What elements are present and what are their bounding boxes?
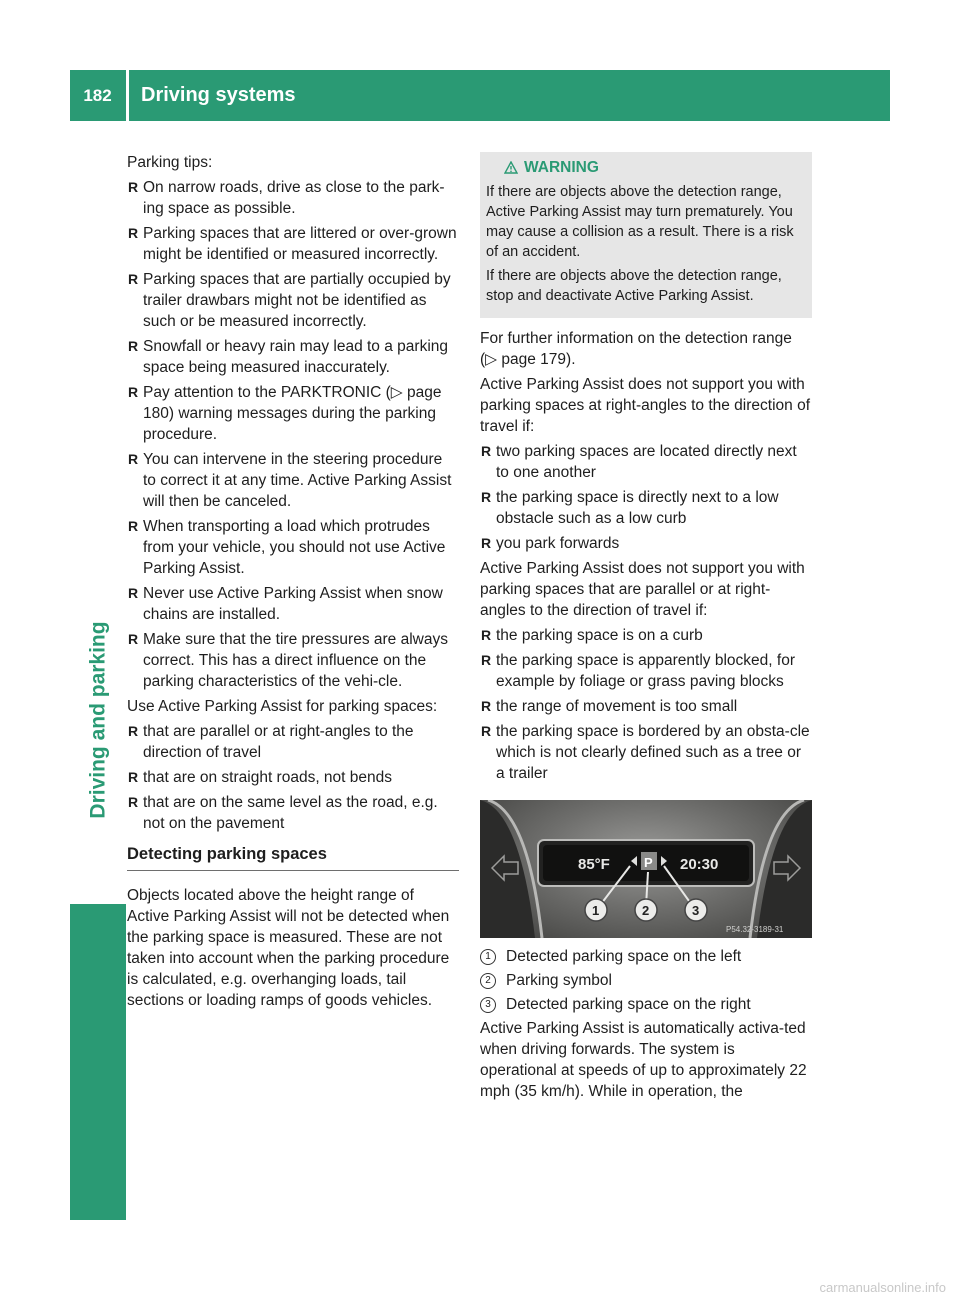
- list-item-text: Parking spaces that are partially occupied by trailer drawbars might not be identified as such or be measured incorrectly.: [143, 271, 451, 330]
- list-item: [480, 533, 812, 554]
- list-item-text: Pay attention to the PARKTRONIC (▷ page 180) warning messages during the parking procedure.: [143, 384, 442, 443]
- callout-3: 3: [692, 903, 700, 918]
- image-code: P54.32-3189-31: [726, 925, 784, 934]
- header-divider: [126, 70, 129, 121]
- legend-number-1: 1: [480, 949, 496, 965]
- list-item: [127, 629, 459, 692]
- warning-paragraph-1: If there are objects above the detection range, Active Parking Assist may turn prematurely. You may cause a collision as a result. There is a risk of an accident.: [486, 184, 794, 260]
- site-watermark: carmanualsonline.info: [819, 1280, 946, 1295]
- list-item-text: Snowfall or heavy rain may lead to a parking space being measured inaccurately.: [143, 338, 448, 376]
- list-item-text: the parking space is on a curb: [496, 627, 703, 644]
- list-item-text: two parking spaces are located directly next to one another: [496, 443, 797, 481]
- legend-number-3: 3: [480, 997, 496, 1013]
- right-column: [480, 152, 812, 1106]
- bullet-icon: R: [128, 338, 139, 354]
- not-support-2-list: [480, 625, 812, 784]
- legend-text: Parking symbol: [506, 972, 612, 989]
- page-title: Driving systems: [141, 84, 296, 106]
- list-item-text: that are on the same level as the road, e.g. not on the pavement: [143, 794, 438, 832]
- bullet-icon: R: [481, 652, 492, 668]
- page-number: 182: [83, 86, 112, 105]
- list-item: [127, 792, 459, 834]
- use-intro: Use Active Parking Assist for parking spaces:: [127, 698, 438, 715]
- display-temperature: 85°F: [578, 856, 610, 873]
- list-item-text: that are parallel or at right-angles to the direction of travel: [143, 723, 414, 761]
- bullet-icon: R: [481, 627, 492, 643]
- parking-tips-list: [127, 177, 459, 692]
- list-item-text: you park forwards: [496, 535, 620, 552]
- legend-text: Detected parking space on the left: [506, 948, 742, 965]
- list-item: [480, 650, 812, 692]
- bullet-icon: R: [481, 535, 492, 551]
- list-item-text: the range of movement is too small: [496, 698, 738, 715]
- bullet-icon: R: [128, 451, 139, 467]
- list-item-text: the parking space is bordered by an obsta-cle which is not clearly defined such as a tree or a trailer: [496, 723, 810, 782]
- bullet-icon: R: [128, 585, 139, 601]
- list-item: [480, 441, 812, 483]
- legend-item: [480, 946, 812, 967]
- bullet-icon: R: [128, 384, 139, 400]
- use-list: [127, 721, 459, 834]
- not-support-1-intro: Active Parking Assist does not support you with parking spaces at right-angles to the direction of travel if:: [480, 376, 810, 435]
- bullet-icon: R: [128, 769, 139, 785]
- display-time: 20:30: [680, 856, 719, 873]
- list-item: [127, 767, 459, 788]
- list-item: [480, 625, 812, 646]
- warning-triangle-icon: [504, 161, 518, 174]
- legend: [480, 946, 812, 1015]
- side-tab-marker: [70, 904, 126, 1220]
- legend-item: [480, 994, 812, 1015]
- side-section-label: [80, 520, 116, 920]
- legend-number-2: 2: [480, 973, 496, 989]
- callout-2: 2: [642, 903, 650, 918]
- warning-box: [480, 152, 812, 318]
- section-paragraph: Objects located above the height range of Active Parking Assist will not be detected when the parking space is measured. These are not taken into account when the parking procedure is calculated, e.g. overhanging loads, tail sections or loading ramps of goods vehicles.: [127, 887, 450, 1009]
- bullet-icon: R: [128, 179, 139, 195]
- list-item: [127, 177, 459, 219]
- left-column: [127, 152, 459, 1015]
- list-item: [127, 516, 459, 579]
- bullet-icon: R: [128, 518, 139, 534]
- list-item: [480, 721, 812, 784]
- warning-paragraph-2: If there are objects above the detection range, stop and deactivate Active Parking Assist.: [486, 268, 782, 304]
- instrument-cluster-drawing: [480, 800, 812, 938]
- list-item-text: the parking space is apparently blocked, for example by foliage or grass paving blocks: [496, 652, 795, 690]
- warning-title: [486, 157, 806, 178]
- bullet-icon: R: [481, 443, 492, 459]
- list-item-text: Make sure that the tire pressures are always correct. This has a direct influence on the parking characteristics of the vehi-cle.: [143, 631, 448, 690]
- callout-1: 1: [592, 903, 600, 918]
- list-item-text: Never use Active Parking Assist when snow chains are installed.: [143, 585, 443, 623]
- side-section-label-text: Driving and parking: [86, 621, 110, 819]
- display-parking-symbol: P: [644, 855, 653, 870]
- list-item-text: When transporting a load which protrudes from your vehicle, you should not use Active Parking Assist.: [143, 518, 446, 577]
- bullet-icon: R: [128, 723, 139, 739]
- list-item-text: Parking spaces that are littered or over-grown might be identified or measured incorrectly.: [143, 225, 457, 263]
- list-item: [127, 449, 459, 512]
- list-item: [127, 382, 459, 445]
- list-item: [480, 487, 812, 529]
- bullet-icon: R: [481, 723, 492, 739]
- list-item-text: the parking space is directly next to a low obstacle such as a low curb: [496, 489, 779, 527]
- list-item: [127, 336, 459, 378]
- bullet-icon: R: [128, 225, 139, 241]
- list-item-text: You can intervene in the steering procedure to correct it at any time. Active Parking Assist will then be canceled.: [143, 451, 452, 510]
- list-item-text: that are on straight roads, not bends: [143, 769, 393, 786]
- closing-paragraph: Active Parking Assist is automatically activa-ted when driving forwards. The system is operational at speeds of up to approximately 22 mph (35 km/h). While in operation, the: [480, 1020, 807, 1100]
- legend-item: [480, 970, 812, 991]
- list-item: [127, 583, 459, 625]
- list-item: [127, 223, 459, 265]
- list-item: [127, 721, 459, 763]
- parking-tips-intro: Parking tips:: [127, 154, 213, 171]
- bullet-icon: R: [128, 631, 139, 647]
- instrument-cluster-image: [480, 800, 812, 938]
- bullet-icon: R: [128, 794, 139, 810]
- section-heading: Detecting parking spaces: [127, 844, 459, 871]
- bullet-icon: R: [128, 271, 139, 287]
- bullet-icon: R: [481, 698, 492, 714]
- not-support-2-intro: Active Parking Assist does not support you with parking spaces that are parallel or at right-angles to the direction of travel if:: [480, 560, 805, 619]
- warning-title-text: WARNING: [524, 159, 599, 176]
- not-support-1-list: [480, 441, 812, 554]
- list-item: [127, 269, 459, 332]
- bullet-icon: R: [481, 489, 492, 505]
- legend-text: Detected parking space on the right: [506, 996, 751, 1013]
- list-item-text: On narrow roads, drive as close to the park-ing space as possible.: [143, 179, 445, 217]
- further-info: For further information on the detection range (▷ page 179).: [480, 330, 792, 368]
- list-item: [480, 696, 812, 717]
